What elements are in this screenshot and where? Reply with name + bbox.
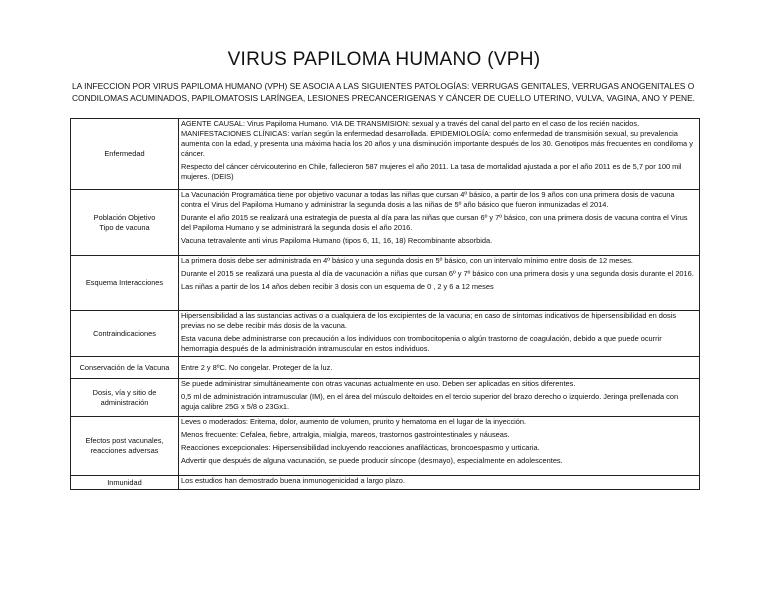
text-paragraph: Se puede administrar simultáneamente con otras vacunas actualmente en uso. Deben ser aplicadas en sitios diferentes.: [181, 379, 576, 388]
row-content-enfermedad: [179, 119, 700, 190]
label-poblacion-objetivo: Población Objetivo: [93, 212, 156, 222]
text-paragraph: Durante el año 2015 se realizará una estrategia de puesta al día para las niñas que cursan 6º y 7º básico, con una primera dosis de vacuna contra el Virus del Papiloma Humano y se administrará la segunda dosis el año 2016.: [181, 213, 688, 232]
row-label-enfermedad: Enfermedad: [71, 119, 179, 190]
table-row: [71, 417, 700, 476]
row-content-contraindicaciones: [179, 311, 700, 357]
row-content-esquema: [179, 256, 700, 311]
text-paragraph: Advertir que después de alguna vacunación, se puede producir síncope (desmayo), especialmente en adolescentes.: [181, 456, 563, 465]
text-paragraph: AGENTE CAUSAL: Virus Papiloma Humano. VIA DE TRANSMISION: sexual y a través del canal del parto en el caso de los recién nacidos. MANIFESTACIONES CLÍNICAS: varían según la enfermedad desarrollada. EPIDEMIOLOGÍA: como enfermedad de transmisión sexual, su prevalencia aumenta con la edad, y presenta una máxima hacia los 20 años y una disminución importante después de los 30. Genotipos más frecuentes en condiloma y cáncer.: [181, 119, 693, 158]
table-row: [71, 379, 700, 417]
row-content-poblacion: [179, 190, 700, 256]
text-paragraph: Los estudios han demostrado buena inmunogenicidad a largo plazo.: [181, 476, 405, 485]
text-paragraph: La Vacunación Programática tiene por objetivo vacunar a todas las niñas que cursan 4º básico, a partir de los 9 años con una primera dosis de vacuna contra el Virus del Papiloma Humano y administrar la segunda dosis a las niñas de 5º año básico que fueron inmunizadas el 2014.: [181, 190, 675, 209]
intro-paragraph: LA INFECCION POR VIRUS PAPILOMA HUMANO (VPH) SE ASOCIA A LAS SIGUIENTES PATOLOGÍAS: VERRUGAS GENITALES, VERRUGAS ANOGENITALES O CONDILOMAS ACUMINADOS, PAPILOMATOSIS LARÍNGEA, LESIONES PRECANCERIGENAS Y CÁNCER DE CUELLO UTERINO, VULVA, VAGINA, ANO Y PENE.: [72, 81, 696, 103]
text-paragraph: Reacciones excepcionales: Hipersensibilidad incluyendo reacciones anafilácticas, broncoespasmo y urticaria.: [181, 443, 540, 452]
vaccine-info-table: [70, 118, 700, 490]
text-paragraph: Durante el 2015 se realizará una puesta al día de vacunación a niñas que cursan 6º y 7º básico con una primera dosis y una segunda dosis durante el 2016.: [181, 269, 694, 278]
row-label-poblacion: [71, 190, 179, 256]
row-label-dosis: Dosis, vía y sitio de administración: [71, 379, 179, 417]
row-label-efectos: Efectos post vacunales, reacciones adversas: [71, 417, 179, 476]
row-label-inmunidad: Inmunidad: [71, 476, 179, 490]
page-title: VIRUS PAPILOMA HUMANO (VPH): [227, 49, 541, 70]
text-paragraph: Respecto del cáncer cérvicouterino en Chile, fallecieron 587 mujeres el año 2011. La tasa de mortalidad ajustada a por el año 2011 es de 5,7 por 100 mil mujeres. (DEIS): [181, 162, 682, 181]
table-row: [71, 190, 700, 256]
text-paragraph: Las niñas a partir de los 14 años deben recibir 3 dosis con un esquema de 0 , 2 y 6 a 12 meses: [181, 282, 494, 291]
row-content-efectos: [179, 417, 700, 476]
text-paragraph: La primera dosis debe ser administrada en 4º básico y una segunda dosis en 5º básico, con un intervalo mínimo entre dosis de 12 meses.: [181, 256, 633, 265]
text-paragraph: Hipersensibilidad a las sustancias activas o a cualquiera de los excipientes de la vacuna; en caso de síntomas indicativos de hipersensibilidad en dosis previas no se debe recibir más dosis de la vacuna.: [181, 311, 677, 330]
row-content-dosis: [179, 379, 700, 417]
row-label-esquema: Esquema Interacciones: [71, 256, 179, 311]
text-paragraph: Leves o moderados: Eritema, dolor, aumento de volumen, prurito y hematoma en el lugar de la inyección.: [181, 417, 527, 426]
row-content-inmunidad: [179, 476, 700, 490]
table-row: [71, 357, 700, 379]
table-row: [71, 476, 700, 490]
text-paragraph: Entre 2 y 8ºC. No congelar. Proteger de la luz.: [181, 362, 333, 372]
text-paragraph: Menos frecuente: Cefalea, fiebre, artralgia, mialgia, mareos, trastornos gastrointestinales y náuseas.: [181, 430, 510, 439]
row-label-conservacion: Conservación de la Vacuna: [71, 357, 179, 379]
row-label-contraindicaciones: Contraindicaciones: [71, 311, 179, 357]
text-paragraph: Vacuna tetravalente anti virus Papiloma Humano (tipos 6, 11, 16, 18) Recombinante absorbida.: [181, 236, 493, 245]
row-content-conservacion: [179, 357, 700, 379]
label-tipo-vacuna: Tipo de vacuna: [99, 222, 150, 232]
table-row: [71, 256, 700, 311]
table-row: [71, 119, 700, 190]
text-paragraph: 0,5 ml de administración intramuscular (IM), en el área del músculo deltoides en el tercio superior del brazo derecho o izquierdo. Jeringa prellenada con aguja calibre 25G x 5/8 o 23Gx1.: [181, 392, 679, 411]
text-paragraph: Esta vacuna debe administrarse con precaución a los individuos con trombocitopenia o algún trastorno de coagulación, debido a que puede ocurrir hemorragia después de la administración intramuscular en estos individuos.: [181, 334, 662, 353]
table-row: [71, 311, 700, 357]
